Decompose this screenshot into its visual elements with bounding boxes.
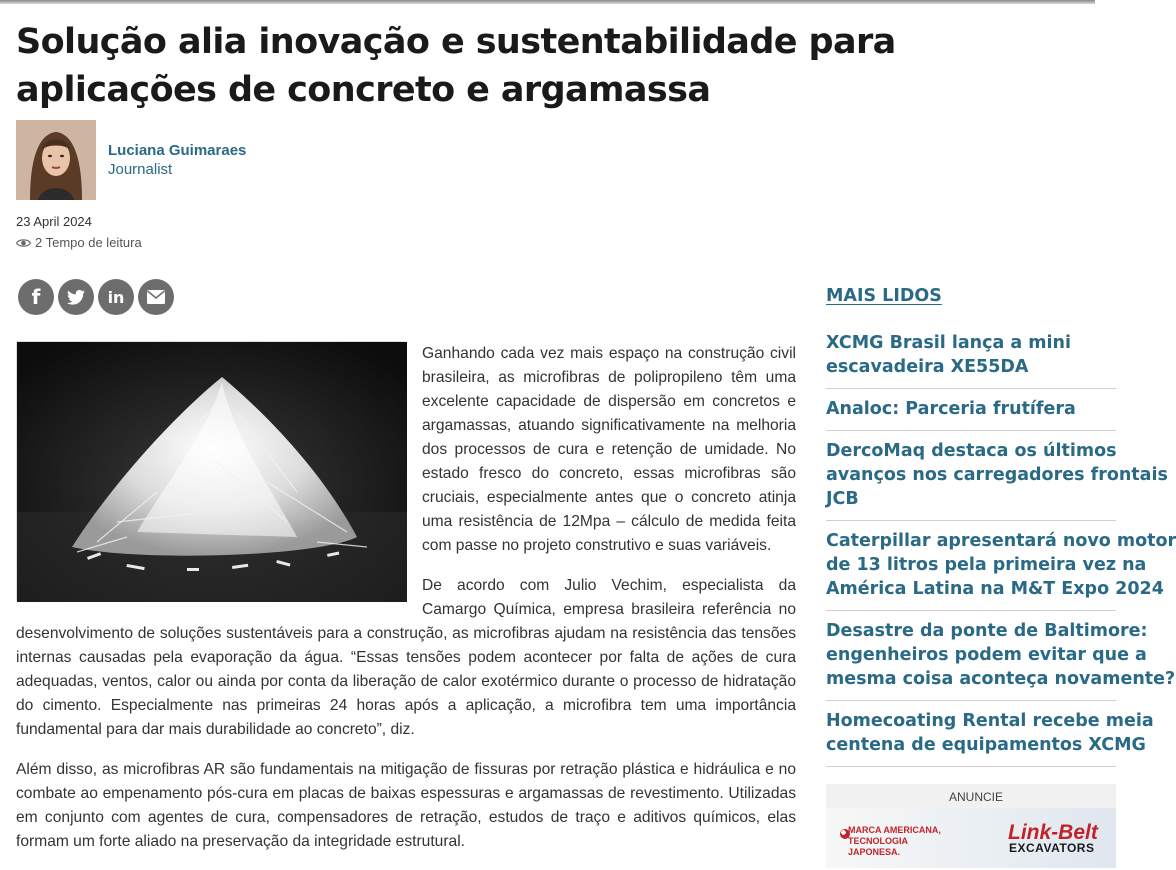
twitter-icon [67, 290, 85, 305]
most-read-item[interactable] [826, 439, 1168, 521]
author-name-link[interactable]: Luciana Guimaraes [108, 142, 247, 159]
share-linkedin-button[interactable] [98, 279, 134, 315]
most-read-item[interactable] [826, 397, 1116, 431]
top-bar [0, 0, 1095, 4]
most-read-item-line: engenheiros podem evitar que a [826, 645, 1147, 665]
image-float-spacer [16, 341, 422, 601]
most-read-item-line: Homecoating Rental recebe meia [826, 711, 1154, 731]
article-paragraph: Além disso, as microfibras AR são fundamentais na mitigação de fissuras por retração plástica e hidráulica e no combate ao empenamento pós-cura em placas de baixas espessuras e argamassas de revestimento. Utilizadas em conjunto com agentes de cura, compensadores de retração, estudos de traço e aditivos químicos, elas formam um forte aliado na preservação da integridade estrutural. [16, 761, 796, 850]
article-paragraph: Ganhando cada vez mais espaço na construção civil brasileira, as microfibras de polipropileno têm uma excelente capacidade de dispersão em concretos e argamassas, atuando significativamente na melhoria dos processos de cura e retenção de umidade. No estado fresco do concreto, essas microfibras são cruciais, especialmente antes que o concreto atinja uma resistência de 12Mpa – cálculo de medida feita com passe no projeto construtivo e suas variáveis. [422, 345, 796, 554]
most-read-item[interactable] [826, 619, 1176, 701]
share-bar [18, 279, 174, 315]
publish-date: 23 April 2024 [16, 214, 92, 229]
most-read-item[interactable] [826, 709, 1154, 767]
most-read-item-line: escavadeira XE55DA [826, 357, 1029, 377]
most-read-item-line: Caterpillar apresentará novo motor [826, 531, 1176, 551]
share-facebook-button[interactable] [18, 279, 54, 315]
ad-label: ANUNCIE [948, 790, 1003, 804]
most-read-item-line: Analoc: Parceria frutífera [826, 399, 1076, 419]
article-title: Solução alia inovação e sustentabilidade para aplicações de concreto e argamassa [16, 22, 896, 110]
most-read-item[interactable] [826, 331, 1116, 389]
author-avatar[interactable] [16, 120, 96, 200]
most-read-item-line: América Latina na M&T Expo 2024 [826, 579, 1164, 599]
most-read-heading[interactable]: MAIS LIDOS [826, 286, 942, 306]
author-role: Journalist [108, 161, 173, 178]
most-read-item[interactable] [826, 529, 1176, 611]
ad-banner-link-belt[interactable] [826, 808, 1116, 868]
ad-brand: Link-Belt [1008, 821, 1098, 844]
most-read-item-line: de 13 litros pela primeira vez na [826, 555, 1147, 575]
read-time-label: 2 Tempo de leitura [35, 235, 142, 250]
most-read-list [826, 331, 1176, 775]
most-read-item-line: XCMG Brasil lança a mini [826, 333, 1071, 353]
facebook-icon: f [31, 285, 41, 309]
most-read-item-line: centena de equipamentos XCMG [826, 735, 1146, 755]
linkedin-icon: in [107, 287, 125, 307]
ad-slogan: MARCA AMERICANA, TECNOLOGIA JAPONESA. [848, 825, 941, 857]
most-read-item-line: JCB [826, 489, 859, 509]
most-read-item-line: DercoMaq destaca os últimos [826, 441, 1117, 461]
most-read-item-line: mesma coisa aconteça novamente? [826, 669, 1176, 689]
share-twitter-button[interactable] [58, 279, 94, 315]
most-read-item-line: avanços nos carregadores frontais [826, 465, 1168, 485]
eye-icon [16, 238, 31, 248]
share-email-button[interactable] [138, 279, 174, 315]
read-time [16, 235, 142, 250]
advertisement [826, 784, 1116, 864]
ad-brand-sub: EXCAVATORS [1009, 841, 1095, 855]
avatar-portrait [16, 120, 96, 200]
email-icon [147, 290, 165, 304]
most-read-item-line: Desastre da ponte de Baltimore: [826, 621, 1148, 641]
article-body [16, 341, 796, 870]
article-paragraph: De acordo com Julio Vechim, especialista da Camargo Química, empresa brasileira referência no desenvolvimento de soluções sustentáveis para a construção, as microfibras ajudam na resistência das tensões internas causadas pela evaporação da água. “Essas tensões podem acontecer por falta de ações de cura adequadas, ventos, calor ou ainda por conta da liberação de calor exotérmico durante o processo de hidratação do cimento. Especialmente nas primeiras 24 horas após a aplicação, a microfibra tem uma importância fundamental para dar mais durabilidade ao concreto”, diz. [16, 577, 796, 738]
